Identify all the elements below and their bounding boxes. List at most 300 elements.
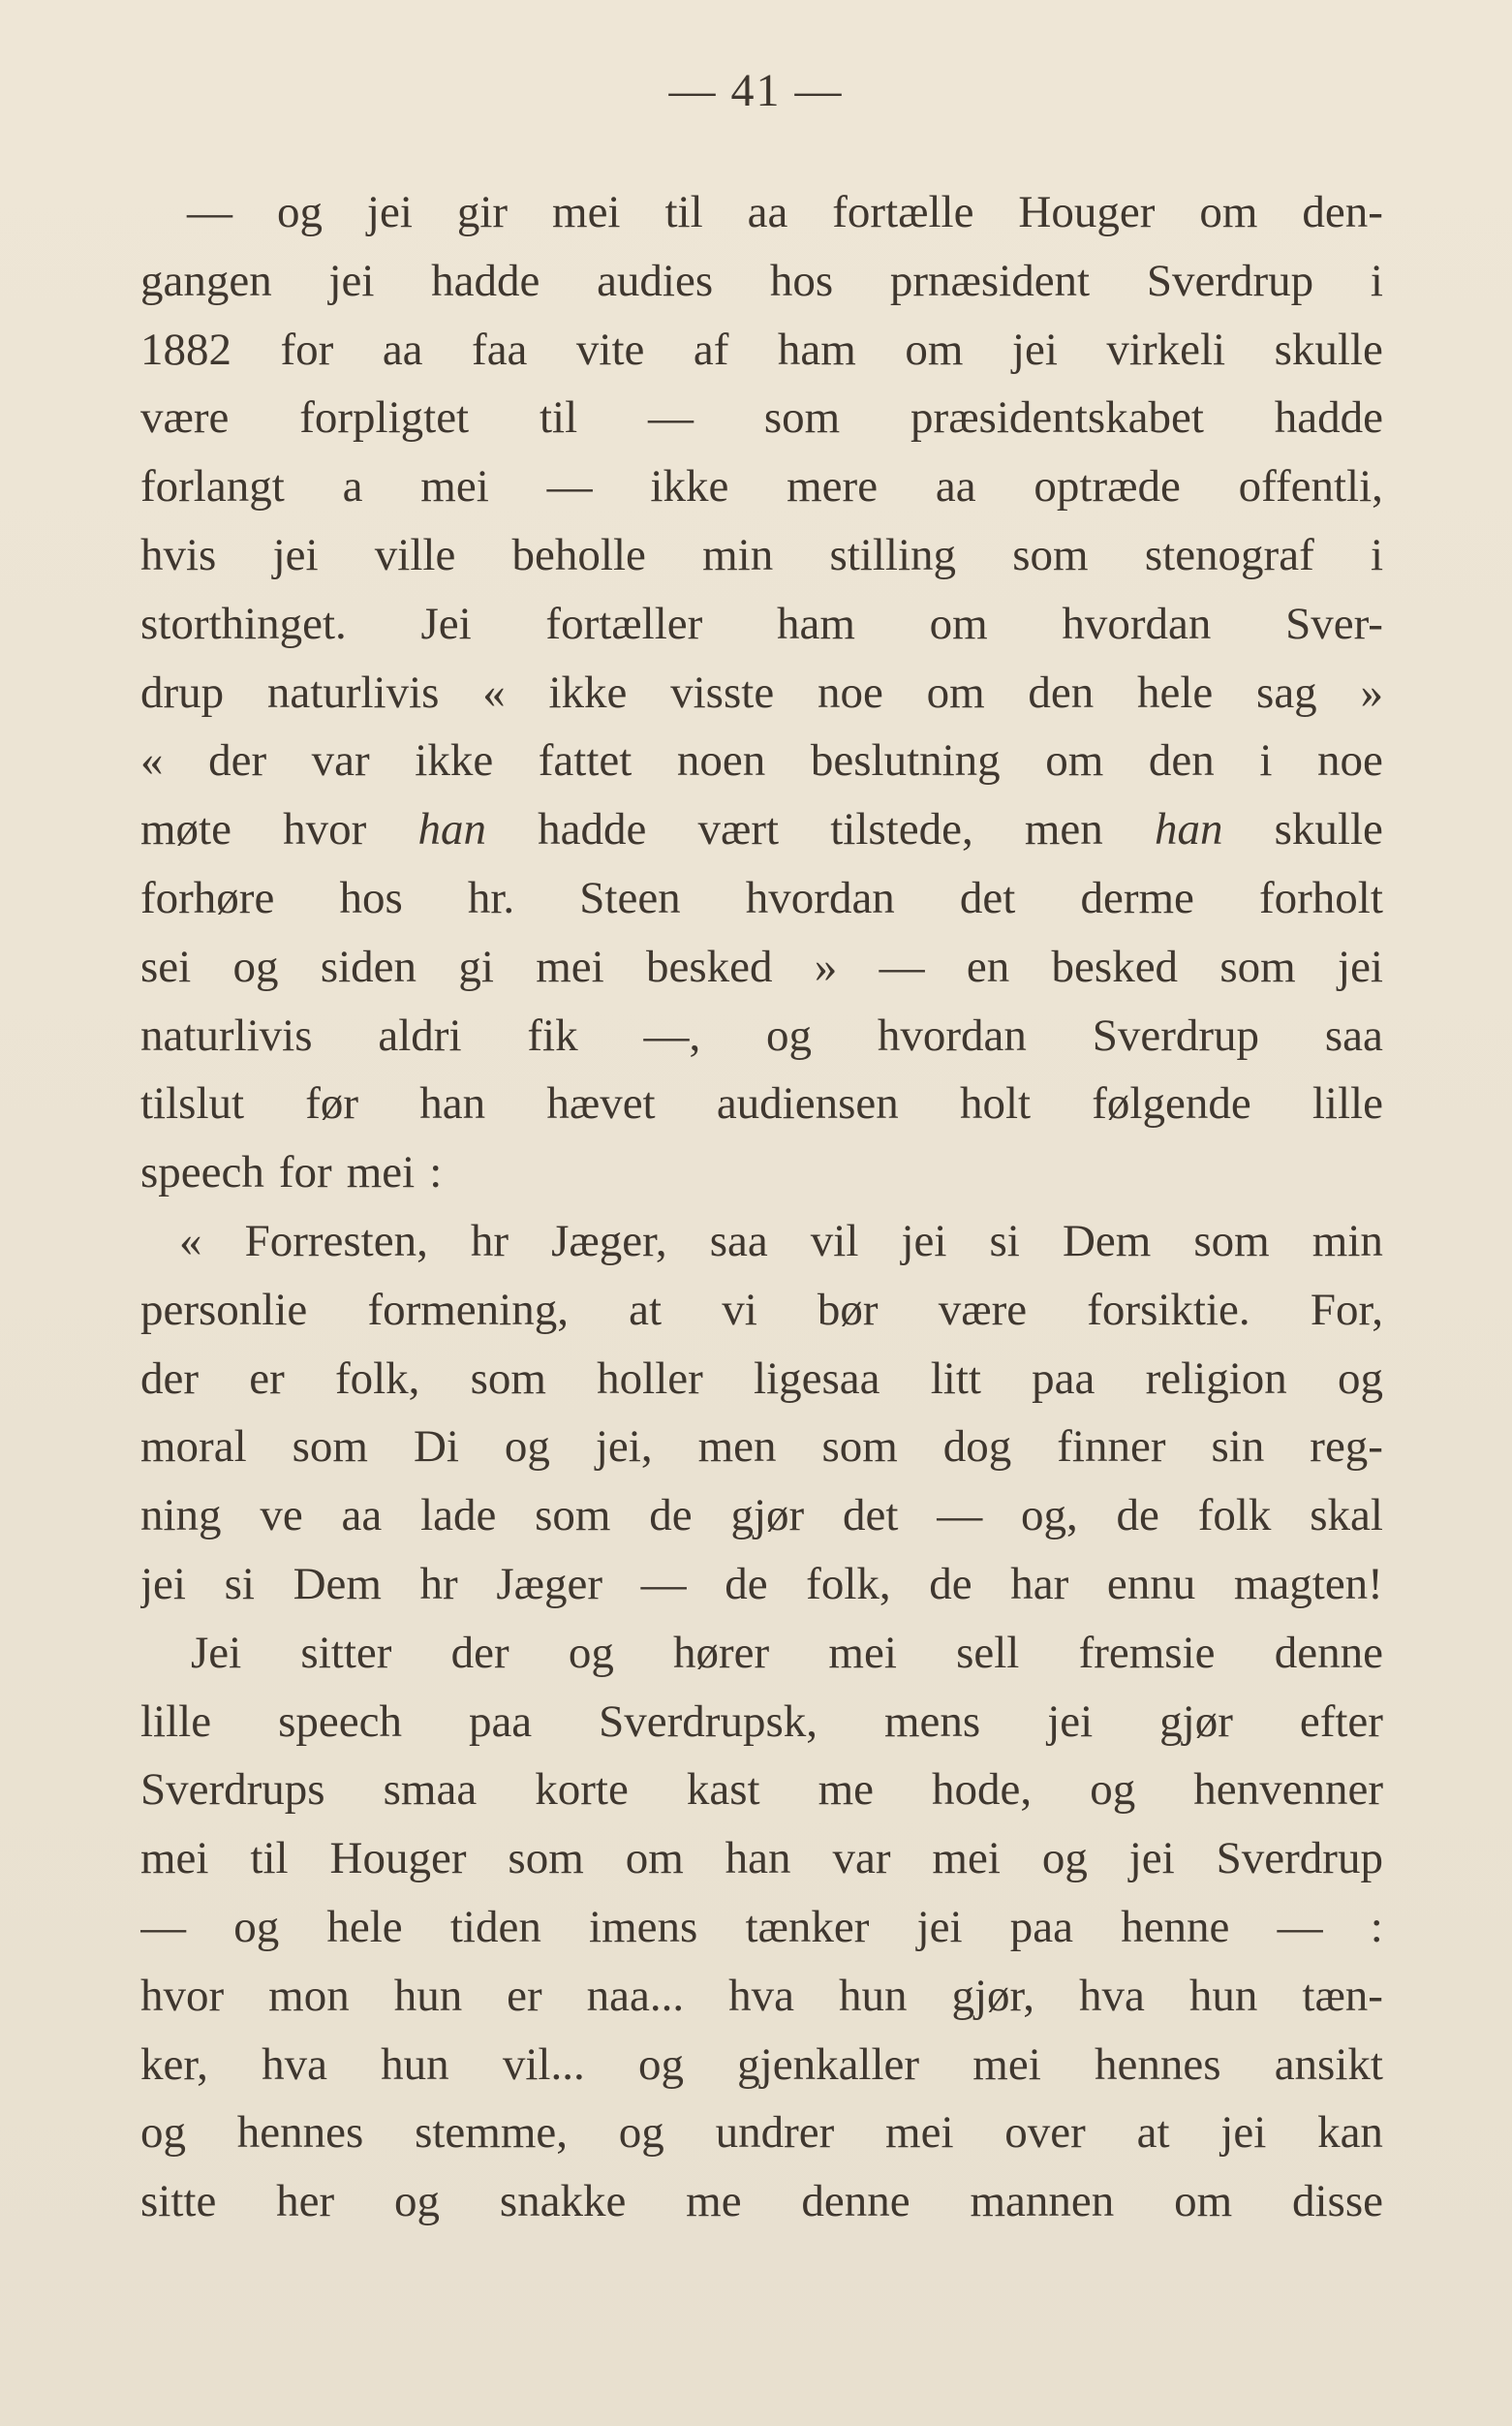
word: Di [413, 1421, 459, 1473]
word: og [276, 187, 323, 237]
word: Dem [1062, 1215, 1152, 1266]
word: gjør, [951, 1970, 1035, 2021]
text-line [140, 590, 1383, 659]
word: Sver- [1285, 598, 1383, 649]
word: hun [393, 1970, 463, 2021]
word: vil... [502, 2038, 585, 2090]
word: som [821, 1421, 898, 1473]
word: og [637, 2038, 684, 2090]
word: undrer [715, 2107, 835, 2159]
word: hun [839, 1970, 908, 2021]
word: noen [676, 735, 766, 787]
word: Sverdrup [1216, 1833, 1383, 1884]
word: sei [140, 941, 192, 992]
word: vil [810, 1215, 859, 1266]
word: Jæger [496, 1558, 602, 1609]
word: her [276, 2176, 335, 2227]
word: Steen [579, 872, 681, 923]
word: om [1045, 735, 1104, 787]
word: naa... [586, 1970, 685, 2021]
word: korte [535, 1764, 629, 1816]
word: ikke [548, 667, 628, 718]
word: hævet [546, 1078, 656, 1130]
word: forpligtet [299, 392, 470, 444]
word: sitte [140, 2176, 217, 2227]
word: og [1041, 1833, 1088, 1884]
word: hun [1188, 1970, 1258, 2021]
word: Sverdrup [1092, 1010, 1260, 1061]
word: hr. [467, 872, 515, 923]
word: smaa [383, 1764, 478, 1816]
text-line [140, 1550, 1383, 1619]
word: ning [140, 1490, 222, 1541]
word: besked [1051, 941, 1179, 992]
word: til [250, 1833, 289, 1884]
word: mei [972, 2038, 1041, 2090]
word: der [140, 1353, 200, 1404]
word: religion [1145, 1353, 1287, 1404]
word: — [140, 1901, 186, 1952]
body-text [140, 178, 1383, 2236]
word: beslutning [810, 735, 1001, 787]
word: hun [381, 2038, 449, 2090]
text-line [140, 1345, 1383, 1414]
word: jei, [595, 1421, 653, 1473]
word: henvenner [1193, 1764, 1383, 1816]
word: saa [709, 1215, 768, 1266]
word: forlangt [140, 461, 285, 513]
text-line [140, 1413, 1383, 1481]
text-line [140, 1002, 1383, 1071]
word: jei [1128, 1833, 1175, 1884]
word: : [429, 1147, 443, 1198]
word: Dem [293, 1558, 382, 1609]
word: som [1012, 529, 1089, 580]
word: Jæger, [551, 1215, 667, 1266]
word: er [249, 1353, 285, 1404]
word: speech [140, 1147, 264, 1198]
word: ville [374, 529, 456, 580]
word: mens [883, 1695, 981, 1747]
word: denne [1274, 1627, 1383, 1678]
word: Houger [1018, 187, 1156, 237]
text-line [140, 727, 1383, 795]
word: —, [643, 1010, 701, 1061]
word: og [232, 941, 279, 992]
word: disse [1291, 2176, 1383, 2227]
word: hode, [932, 1764, 1033, 1816]
word: finner [1057, 1421, 1166, 1473]
word: tilstede, [830, 804, 973, 855]
text-line [140, 1481, 1383, 1550]
text-line [140, 316, 1383, 385]
word: forhøre [140, 872, 275, 923]
word: Jei [420, 598, 472, 649]
word: vite [575, 324, 645, 375]
word: for [280, 324, 334, 375]
word: sell [956, 1627, 1020, 1678]
word: « [482, 667, 506, 718]
word: gi [458, 941, 494, 992]
word: aa [341, 1490, 383, 1541]
word: som [292, 1421, 368, 1473]
text-line [140, 452, 1383, 521]
word: sitter [300, 1627, 392, 1678]
word: ennu [1106, 1558, 1196, 1609]
word: noe [1317, 735, 1383, 787]
word: han [725, 1833, 791, 1884]
word: var [311, 735, 370, 787]
word: i [1370, 255, 1383, 306]
word: aa [747, 187, 788, 237]
word: Forresten, [244, 1215, 428, 1266]
word: hadde [538, 804, 647, 855]
word: hennes [1094, 2038, 1221, 2090]
word: me [818, 1764, 875, 1816]
word: mei [828, 1627, 897, 1678]
word: hele [1137, 667, 1214, 718]
word: jei [916, 1901, 963, 1952]
word: hos [769, 255, 834, 306]
word: var [832, 1833, 891, 1884]
word: vi [722, 1284, 757, 1335]
word: jei [901, 1215, 947, 1266]
word: de [725, 1558, 768, 1609]
word: 1882 [140, 324, 231, 375]
text-line [140, 1276, 1383, 1345]
word: en [966, 941, 1010, 992]
word: faa [472, 324, 528, 375]
word: magten! [1233, 1558, 1383, 1609]
word: efter [1299, 1695, 1383, 1747]
word: me [686, 2176, 742, 2227]
word: gjenkaller [737, 2038, 920, 2090]
word: Sverdrup [1146, 255, 1314, 306]
word: naturlivis [140, 1010, 313, 1061]
word: den- [1302, 187, 1383, 237]
word: at [629, 1284, 663, 1335]
word: paa [468, 1695, 533, 1747]
word: aa [382, 324, 423, 375]
word: denne [801, 2176, 910, 2227]
word: moral [140, 1421, 247, 1473]
word: bør [817, 1284, 879, 1335]
word: jei [140, 1558, 186, 1609]
word: han [417, 804, 486, 855]
word: fortælle [832, 187, 974, 237]
word: dog [942, 1421, 1012, 1473]
word: stemme, [415, 2107, 569, 2159]
word: tilslut [140, 1078, 245, 1130]
word: storthinget. [140, 598, 347, 649]
word: snakke [499, 2176, 627, 2227]
word: » [814, 941, 838, 992]
word: « [179, 1215, 202, 1266]
word: om [1199, 187, 1258, 237]
word: lille [140, 1695, 212, 1747]
text-line [140, 1207, 1383, 1276]
word: holler [597, 1353, 703, 1404]
word: skal [1310, 1490, 1383, 1541]
word: imens [589, 1901, 698, 1952]
word: lade [420, 1490, 497, 1541]
word: tænker [745, 1901, 870, 1952]
text-line [140, 795, 1383, 864]
word: forholt [1259, 872, 1383, 923]
text-line [140, 2031, 1383, 2099]
word: noe [817, 667, 883, 718]
word: ligesaa [754, 1353, 880, 1404]
word: og [394, 2176, 440, 2227]
word: — [546, 461, 593, 513]
word: mei [536, 941, 604, 992]
word: hører [673, 1627, 770, 1678]
word: fik [527, 1010, 578, 1061]
word: personlie [140, 1284, 308, 1335]
word: stilling [829, 529, 957, 580]
word: jei [1338, 941, 1383, 992]
page-number: — 41 — [668, 65, 844, 116]
word: audiensen [716, 1078, 899, 1130]
word: de [1116, 1490, 1159, 1541]
word: si [989, 1215, 1020, 1266]
word: om [905, 324, 964, 375]
text-line [140, 1688, 1383, 1757]
text-line [140, 2167, 1383, 2236]
word: hele [326, 1901, 403, 1952]
word: sag [1256, 667, 1317, 718]
word: hvordan [745, 872, 895, 923]
word: — [640, 1558, 687, 1609]
word: — [187, 187, 232, 237]
word: hr [470, 1215, 509, 1266]
word: hva [728, 1970, 795, 2021]
word: fortæller [545, 598, 703, 649]
word: til [539, 392, 578, 444]
text-line [140, 1893, 1383, 1962]
word: — [1277, 1901, 1323, 1952]
text-line [140, 933, 1383, 1002]
text-line [140, 864, 1383, 933]
word: jei [1220, 2107, 1267, 2159]
word: han [419, 1078, 486, 1130]
word: stenograf [1144, 529, 1314, 580]
word: og [766, 1010, 813, 1061]
word: han [1154, 804, 1223, 855]
word: skulle [1274, 804, 1383, 855]
text-line [140, 1824, 1383, 1893]
text-line [140, 1619, 1383, 1688]
word: om [929, 598, 988, 649]
word: paa [1032, 1353, 1095, 1404]
word: om [926, 667, 985, 718]
word: derme [1080, 872, 1194, 923]
word: forsiktie. [1087, 1284, 1250, 1335]
word: ker, [140, 2038, 208, 2090]
word: litt [930, 1353, 981, 1404]
word: til [664, 187, 703, 237]
word: gjør [730, 1490, 805, 1541]
word: optræde [1034, 461, 1181, 513]
word: ikke [650, 461, 729, 513]
word: som [1193, 1215, 1270, 1266]
word: vært [697, 804, 780, 855]
word: og [1337, 1353, 1383, 1404]
word: virkeli [1106, 324, 1226, 375]
word: som [535, 1490, 611, 1541]
word: mei [885, 2107, 954, 2159]
word: hvis [140, 529, 217, 580]
word: har [1010, 1558, 1069, 1609]
word: tiden [449, 1901, 541, 1952]
word: og [1090, 1764, 1136, 1816]
word: beholle [511, 529, 646, 580]
word: være [938, 1284, 1028, 1335]
word: a [342, 461, 363, 513]
word: — [879, 941, 925, 992]
word: de [649, 1490, 693, 1541]
word: paa [1009, 1901, 1073, 1952]
word: præsidentskabet [910, 392, 1204, 444]
word: audies [597, 255, 714, 306]
word: hadde [1274, 392, 1383, 444]
word: gir [456, 187, 509, 237]
word: som [508, 1833, 584, 1884]
text-line [140, 384, 1383, 452]
word: jei [1047, 1695, 1094, 1747]
text-line [140, 1962, 1383, 2031]
word: den [1148, 735, 1215, 787]
word: og [140, 2107, 186, 2159]
word: som [1219, 941, 1296, 992]
word: folk [1197, 1490, 1272, 1541]
word: hos [339, 872, 403, 923]
word: — [648, 392, 694, 444]
word: visste [670, 667, 775, 718]
word: som [470, 1353, 546, 1404]
word: ham [776, 598, 855, 649]
word: Houger [329, 1833, 467, 1884]
word: besked [645, 941, 773, 992]
word: gangen [140, 255, 272, 306]
word: om [1174, 2176, 1233, 2227]
word: den [1028, 667, 1095, 718]
word: mei [346, 1147, 416, 1198]
word: og [233, 1901, 280, 1952]
word: hvordan [1062, 598, 1212, 649]
word: offentli, [1238, 461, 1383, 513]
text-line [140, 659, 1383, 728]
word: mei [420, 461, 489, 513]
word: jei [366, 187, 413, 237]
word: men [697, 1421, 777, 1473]
word: : [1370, 1901, 1383, 1952]
word: mei [552, 187, 621, 237]
word: hvor [140, 1970, 225, 2021]
word: og, [1021, 1490, 1078, 1541]
word: mere [787, 461, 879, 513]
text-line [140, 521, 1383, 590]
word: min [702, 529, 774, 580]
word: kast [686, 1764, 760, 1816]
word: hvor [283, 804, 367, 855]
word: der [450, 1627, 509, 1678]
word: og [504, 1421, 550, 1473]
text-line [140, 178, 1383, 247]
word: jei [328, 255, 375, 306]
word: jei [272, 529, 319, 580]
word: speech [278, 1695, 402, 1747]
word: mei [932, 1833, 1001, 1884]
text-line [140, 247, 1383, 316]
word: drup [140, 667, 225, 718]
word: fremsie [1078, 1627, 1216, 1678]
word: møte [140, 804, 231, 855]
word: naturlivis [266, 667, 440, 718]
word: min [1311, 1215, 1383, 1266]
word: være [140, 392, 230, 444]
word: aldri [378, 1010, 462, 1061]
word: det [842, 1490, 899, 1541]
word: siden [320, 941, 417, 992]
word: sin [1211, 1421, 1265, 1473]
word: jei [1011, 324, 1058, 375]
word: formening, [367, 1284, 569, 1335]
word: og [568, 1627, 614, 1678]
word: mannen [970, 2176, 1115, 2227]
word: for [278, 1147, 332, 1198]
word: fattet [538, 735, 633, 787]
word: der [208, 735, 267, 787]
word: før [305, 1078, 359, 1130]
word: i [1370, 529, 1383, 580]
text-line [140, 2099, 1383, 2167]
word: er [507, 1970, 542, 2021]
word: følgende [1092, 1078, 1251, 1130]
word: ham [777, 324, 856, 375]
word: hva [1079, 1970, 1145, 2021]
word: ve [260, 1490, 303, 1541]
word: For, [1310, 1284, 1383, 1335]
word: saa [1324, 1010, 1383, 1061]
word: men [1024, 804, 1103, 855]
word: » [1360, 667, 1383, 718]
word: hr [419, 1558, 458, 1609]
word: skulle [1274, 324, 1383, 375]
word: over [1004, 2107, 1086, 2159]
word: lille [1311, 1078, 1383, 1130]
word: mon [268, 1970, 350, 2021]
word: folk, [334, 1353, 420, 1404]
text-line [140, 1756, 1383, 1824]
word: hennes [236, 2107, 364, 2159]
text-line [140, 1138, 1383, 1207]
word: hadde [431, 255, 540, 306]
word: Jei [191, 1627, 242, 1678]
word: reg- [1310, 1421, 1383, 1473]
word: holt [959, 1078, 1032, 1130]
word: om [625, 1833, 684, 1884]
word: folk, [806, 1558, 891, 1609]
word: — [937, 1490, 983, 1541]
word: hvordan [877, 1010, 1027, 1061]
word: gjør [1159, 1695, 1233, 1747]
word: « [140, 735, 164, 787]
word: tæn- [1302, 1970, 1383, 2021]
text-line [140, 1070, 1383, 1138]
word: ansikt [1274, 2038, 1383, 2090]
word: det [959, 872, 1016, 923]
